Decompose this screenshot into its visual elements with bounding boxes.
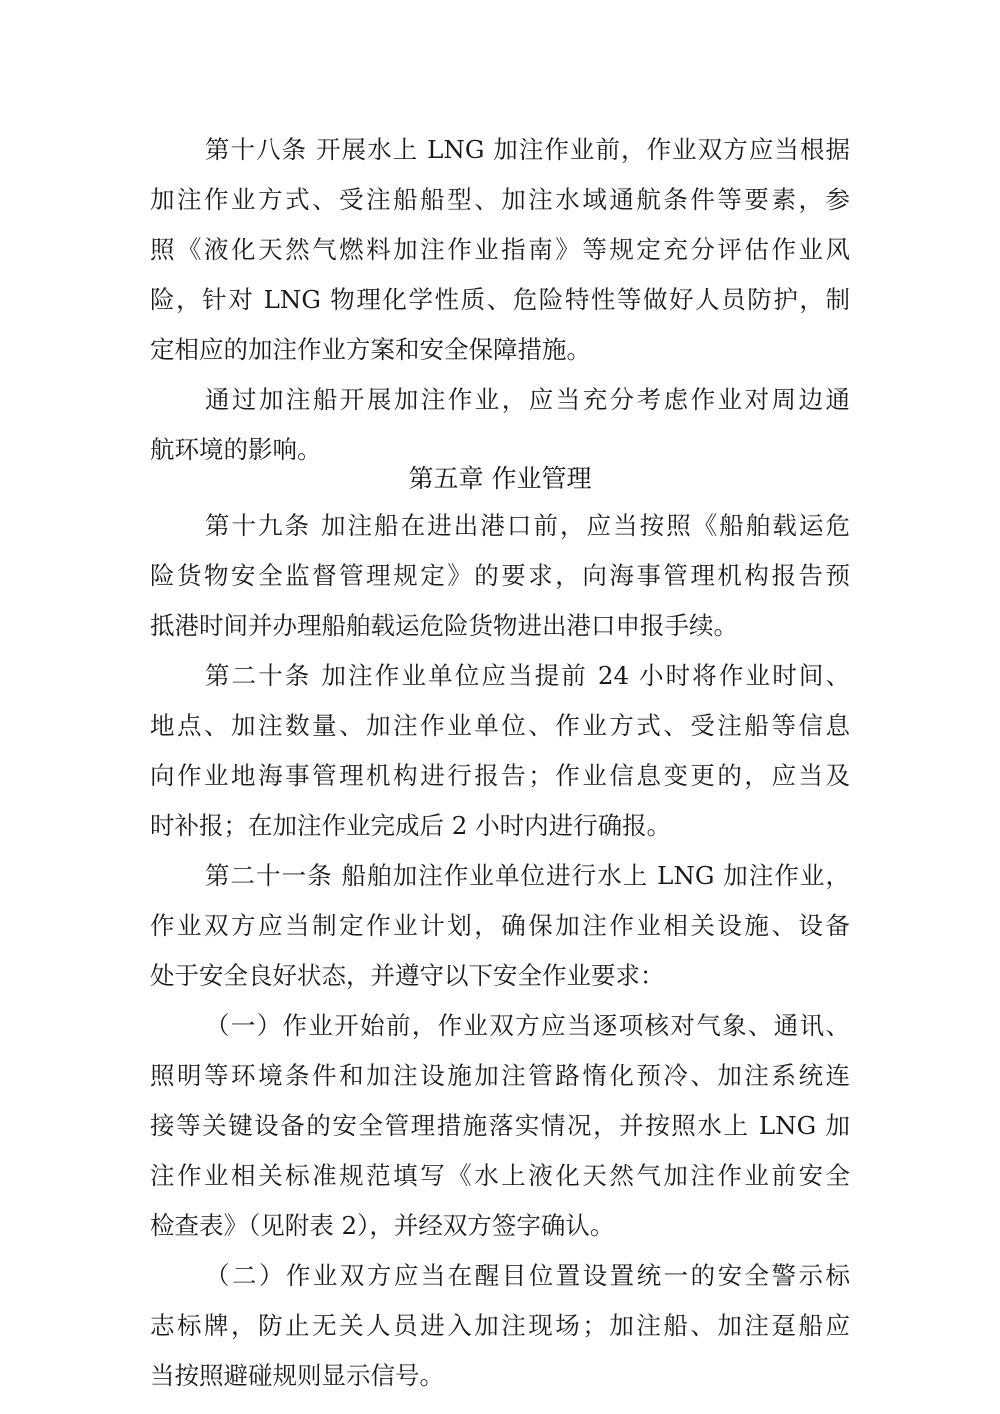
item-2-line-1: （二）作业双方应当在醒目位置设置统一的安全警示标	[205, 1261, 850, 1290]
article-18-line-2: 加注作业方式、受注船船型、加注水域通航条件等要素，参	[150, 185, 850, 214]
article-18-line-1: 第十八条 开展水上 LNG 加注作业前，作业双方应当根据	[205, 135, 850, 164]
article-20-line-3: 向作业地海事管理机构进行报告；作业信息变更的，应当及	[150, 761, 850, 790]
article-19-line-3: 抵港时间并办理船舶载运危险货物进出港口申报手续。	[150, 611, 738, 640]
article-18-line-3: 照《液化天然气燃料加注作业指南》等规定充分评估作业风	[150, 235, 850, 264]
article-18-para-2-line-2: 航环境的影响。	[150, 435, 322, 464]
item-2-line-3: 当按照避碰规则显示信号。	[150, 1361, 444, 1390]
item-1-line-1: （一）作业开始前，作业双方应当逐项核对气象、通讯、	[205, 1011, 850, 1040]
article-19-line-2: 险货物安全监督管理规定》的要求，向海事管理机构报告预	[150, 561, 850, 590]
article-20-line-4: 时补报；在加注作业完成后 2 小时内进行确报。	[150, 811, 672, 840]
article-19-line-1: 第十九条 加注船在进出港口前，应当按照《船舶载运危	[205, 511, 850, 540]
item-2-line-2: 志标牌，防止无关人员进入加注现场；加注船、加注趸船应	[150, 1311, 850, 1340]
article-21-line-1: 第二十一条 船舶加注作业单位进行水上 LNG 加注作业，	[205, 861, 850, 890]
item-1-line-5: 检查表》（见附表 2），并经双方签字确认。	[150, 1211, 615, 1240]
chapter-heading: 第五章 作业管理	[408, 464, 592, 493]
article-20-line-2: 地点、加注数量、加注作业单位、作业方式、受注船等信息	[150, 711, 850, 740]
article-21-line-2: 作业双方应当制定作业计划，确保加注作业相关设施、设备	[150, 911, 850, 940]
article-20-line-1: 第二十条 加注作业单位应当提前 24 小时将作业时间、	[205, 661, 850, 690]
article-18-line-5: 定相应的加注作业方案和安全保障措施。	[150, 335, 591, 364]
article-21-line-3: 处于安全良好状态，并遵守以下安全作业要求：	[150, 961, 665, 990]
article-18-para-2-line-1: 通过加注船开展加注作业，应当充分考虑作业对周边通	[205, 385, 850, 414]
item-1-line-3: 接等关键设备的安全管理措施落实情况，并按照水上 LNG 加	[150, 1111, 850, 1140]
item-1-line-2: 照明等环境条件和加注设施加注管路惰化预冷、加注系统连	[150, 1061, 850, 1090]
item-1-line-4: 注作业相关标准规范填写《水上液化天然气加注作业前安全	[150, 1161, 850, 1190]
article-18-line-4: 险，针对 LNG 物理化学性质、危险特性等做好人员防护，制	[150, 285, 850, 314]
